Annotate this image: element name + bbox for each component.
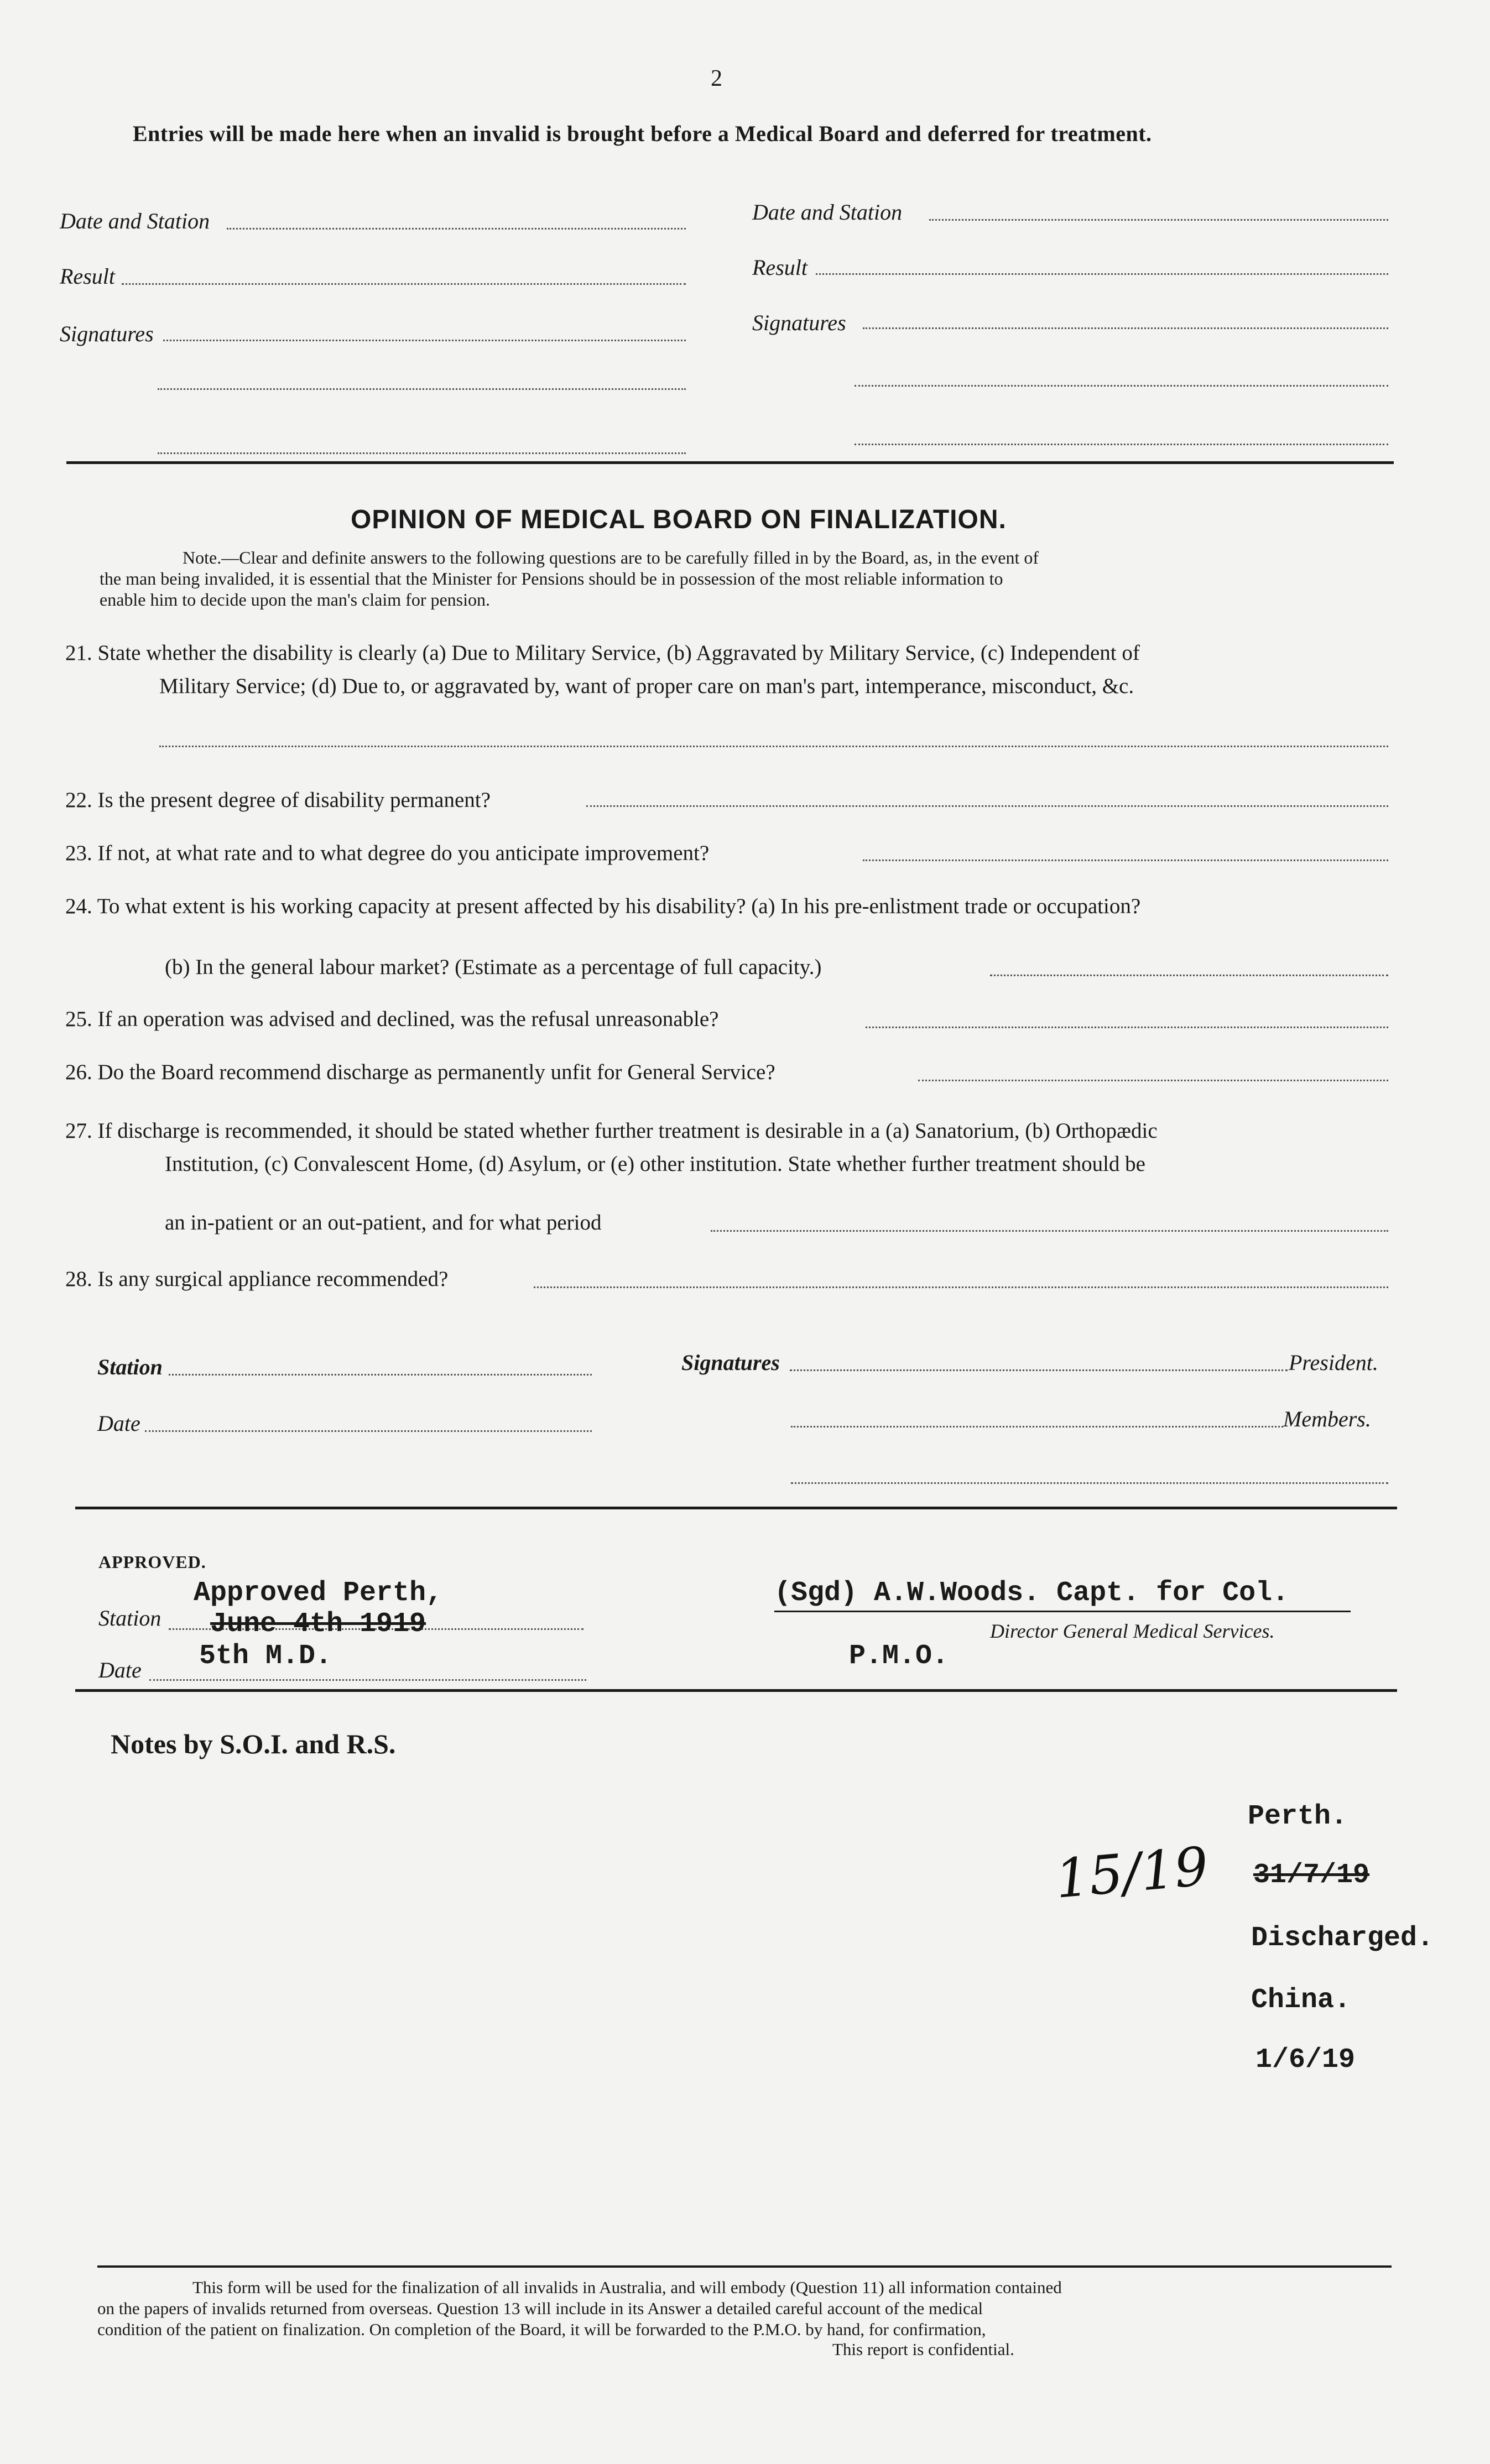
signatures-field-left-3[interactable] [158,452,686,454]
question-27-answer[interactable] [711,1230,1388,1232]
question-25-answer[interactable] [866,1027,1388,1028]
page-number: 2 [711,66,722,91]
typed-signature: (Sgd) A.W.Woods. Capt. for Col. [774,1577,1289,1609]
question-22: 22. Is the present degree of disability permanent? [65,788,491,812]
footer-line-3: condition of the patient on finalization. On completion of the Board, it will be forwarded to the P.M.O. by hand, for confirmation, [97,2320,986,2339]
president-label: President. [1289,1350,1378,1375]
typed-date-june: June 4th 1919 [210,1608,426,1640]
annotation-perth: Perth. [1248,1801,1348,1832]
board-signatures-label: Signatures [681,1350,780,1375]
handwritten-number: 15/19 [1053,1835,1211,1910]
typed-5th-md: 5th M.D. [199,1640,332,1672]
board-station-field[interactable] [169,1374,592,1376]
header-line: Entries will be made here when an invalid is brought before a Medical Board and deferred for treatment. [133,121,1152,146]
signatures-field-right-2[interactable] [855,385,1388,387]
section-title: OPINION OF MEDICAL BOARD ON FINALIZATION. [351,505,1007,534]
question-27-line-3: an in-patient or an out-patient, and for what period [165,1211,602,1234]
question-27-line-1: 27. If discharge is recommended, it should be stated whether further treatment is desirable in a (a) Sanatorium, (b) Orthopædic [65,1119,1158,1143]
question-27-line-2: Institution, (c) Convalescent Home, (d) Asylum, or (e) other institution. State whether further treatment should be [165,1152,1145,1176]
annotation-discharged: Discharged. [1251,1923,1434,1954]
result-label-right: Result [752,255,807,280]
question-28-answer[interactable] [534,1286,1388,1288]
board-date-field[interactable] [145,1430,592,1432]
signatures-label-left: Signatures [60,321,154,346]
annotation-date-struck: 31/7/19 [1253,1859,1370,1891]
question-22-answer[interactable] [586,805,1388,807]
note-line-1: Note.—Clear and definite answers to the following questions are to be carefully filled in by the Board, as, in the event of [183,548,1039,567]
approval-date-label: Date [98,1658,142,1682]
notes-heading: Notes by S.O.I. and R.S. [111,1728,396,1759]
question-24-answer[interactable] [990,975,1388,976]
signatures-field-right-3[interactable] [855,444,1388,445]
question-23-answer[interactable] [863,859,1388,861]
president-signature-field[interactable] [790,1369,1288,1371]
typed-approved-perth: Approved Perth, [194,1577,443,1609]
typed-pmo: P.M.O. [849,1640,949,1672]
question-24-line-1: 24. To what extent is his working capacity at present affected by his disability? (a) In his pre-enlistment trade or occupation? [65,894,1141,918]
board-date-label: Date [97,1411,140,1436]
annotation-date-2: 1/6/19 [1255,2044,1356,2076]
signatures-field-right-1[interactable] [863,327,1388,329]
footer-line-2: on the papers of invalids returned from overseas. Question 13 will include in its Answer a detailed careful account of the medical [97,2299,983,2318]
approval-date-field[interactable] [149,1679,586,1681]
members-signature-field-2[interactable] [791,1482,1388,1484]
signatures-field-left-1[interactable] [163,340,686,341]
question-21-answer[interactable] [159,746,1388,747]
members-signature-field-1[interactable] [791,1426,1283,1428]
question-21-line-2: Military Service; (d) Due to, or aggravated by, want of proper care on man's part, intemperance, misconduct, &c. [159,674,1134,698]
approval-divider-top [75,1507,1397,1509]
date-station-field-left[interactable] [227,228,686,230]
result-field-left[interactable] [122,283,686,285]
question-28: 28. Is any surgical appliance recommended? [65,1267,449,1291]
director-label: Director General Medical Services. [990,1620,1275,1642]
date-station-label-right: Date and Station [752,200,903,225]
note-line-2: the man being invalided, it is essential that the Minister for Pensions should be in possession of the most reliable information to [100,569,1003,588]
question-23: 23. If not, at what rate and to what degree do you anticipate improvement? [65,841,710,865]
signatures-label-right: Signatures [752,310,846,335]
note-line-3: enable him to decide upon the man's claim for pension. [100,590,491,610]
footer-line-4: This report is confidential. [832,2340,1014,2359]
signature-line [774,1611,1351,1612]
question-24-line-2: (b) In the general labour market? (Estimate as a percentage of full capacity.) [165,955,822,979]
approval-divider-bottom [75,1689,1397,1692]
footer-line-1: This form will be used for the finalization of all invalids in Australia, and will embody (Question 11) all information contained [192,2278,1062,2297]
signatures-field-left-2[interactable] [158,388,686,390]
annotation-china: China. [1251,1984,1351,2016]
result-field-right[interactable] [816,273,1388,275]
question-21-line-1: 21. State whether the disability is clearly (a) Due to Military Service, (b) Aggravated by Military Service, (c) Independent of [65,641,1140,665]
question-26: 26. Do the Board recommend discharge as permanently unfit for General Service? [65,1060,775,1084]
date-station-field-right[interactable] [929,219,1388,221]
approved-label: APPROVED. [98,1552,206,1572]
question-26-answer[interactable] [918,1080,1388,1081]
members-label: Members. [1283,1406,1371,1431]
board-station-label: Station [97,1355,163,1379]
result-label-left: Result [60,264,115,289]
question-25: 25. If an operation was advised and declined, was the refusal unreasonable? [65,1007,719,1031]
approval-station-label: Station [98,1606,161,1630]
footer-divider [97,2265,1392,2268]
date-station-label-left: Date and Station [60,209,210,233]
section-divider-top [66,461,1394,464]
